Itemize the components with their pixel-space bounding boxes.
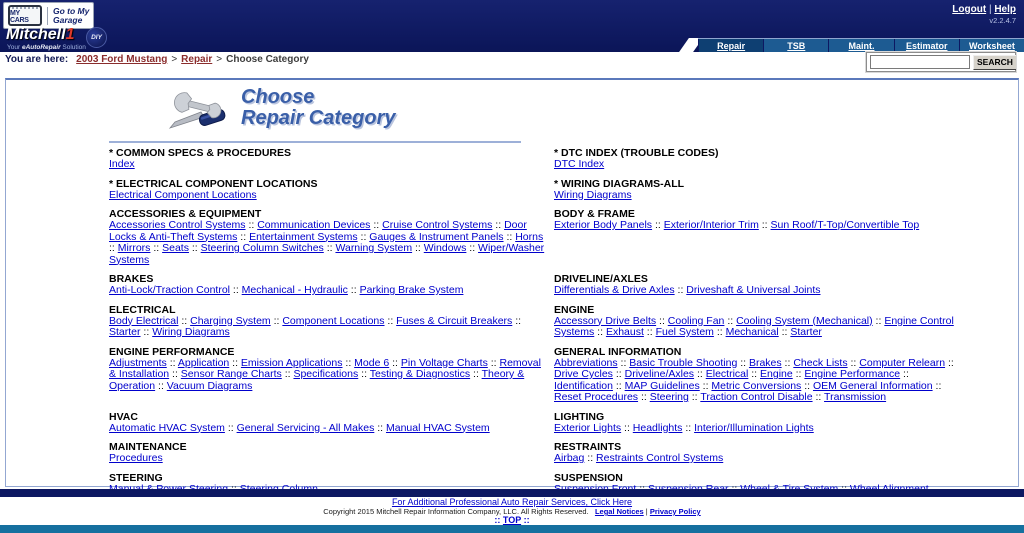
category-links [109,316,549,339]
link-separator: :: [674,284,687,296]
category-link[interactable]: Warning System [335,242,413,254]
link-separator: :: [699,379,712,392]
link-separator: :: [652,219,664,231]
category-link[interactable]: Driveshaft & Universal Joints [686,284,821,296]
go-to-my-garage-button[interactable] [3,2,94,29]
category-link[interactable]: Identification [554,379,613,392]
link-separator: :: [737,356,749,369]
link-separator: :: [412,242,424,254]
category-link[interactable]: Sun Roof/T-Top/Convertible Top [770,219,920,231]
header-bar [0,0,1024,52]
category-link[interactable]: Fuses & Circuit Breakers [396,314,513,327]
additional-services-link[interactable]: For Additional Professional Auto Repair Services, Click Here [391,497,633,507]
logo-tagline: Your eAutoRepair Solution [7,44,86,51]
category-row [6,147,1018,178]
wrench-screwdriver-icon [167,87,229,133]
category-link[interactable]: Communication Devices [257,219,371,231]
link-separator: :: [245,219,258,231]
category-cell-right [549,147,1018,178]
license-plate-icon [8,5,42,26]
category-cell-right [549,178,1018,209]
link-separator: :: [872,314,885,327]
category-links [554,285,970,297]
category-link[interactable]: Fuel System [655,326,714,338]
category-link[interactable]: Specifications [293,368,359,380]
link-separator: :: [492,219,505,231]
category-link[interactable]: MAP Guidelines [624,379,700,392]
category-link[interactable]: Basic Trouble Shooting [629,356,738,369]
category-cell-left [6,147,549,178]
category-cell-left [6,273,549,304]
category-link[interactable]: Starter [790,326,822,338]
category-cell-right [549,273,1018,304]
tab-tsb[interactable]: TSB [763,39,828,52]
link-separator: :: [847,356,860,369]
tab-repair[interactable]: Repair [698,39,763,52]
category-link[interactable]: Accessory Drive Belts [554,314,657,327]
copyright-text: Copyright 2015 Mitchell Repair Information Company, LLC. All Rights Reserved. [323,507,589,516]
category-section [109,411,549,435]
category-link[interactable]: Cruise Control Systems [382,219,493,231]
category-row [6,411,1018,442]
category-links [554,316,970,339]
category-links [109,159,549,171]
category-link[interactable]: Windows [423,242,467,254]
top-decor-left: :: [494,515,501,525]
link-separator: :: [781,356,794,369]
category-section [554,273,970,297]
category-link[interactable]: Transmission [824,391,887,403]
breadcrumb [0,52,860,66]
choose-category-banner [109,85,521,143]
category-cell-left [6,346,549,411]
link-separator: :: [688,391,701,403]
category-link[interactable]: Exhaust [605,326,644,338]
category-link[interactable]: Starter [109,326,141,338]
category-section [109,178,549,202]
category-link[interactable]: Exterior/Interior Trim [663,219,759,231]
category-section [554,147,970,171]
category-links [554,358,970,404]
category-cell-right [549,304,1018,346]
category-link[interactable]: Metric Conversions [711,379,802,392]
category-link[interactable]: Entertainment Systems [249,230,358,243]
tab-estimator[interactable]: Estimator [894,39,959,52]
link-separator: :: [389,356,401,369]
nav-tabstrip [698,38,1024,52]
category-section [109,273,549,297]
category-link[interactable]: Manual HVAC System [386,421,490,434]
category-heading: ELECTRICAL [109,303,176,316]
category-cell-right [549,441,1018,472]
category-link[interactable]: Procedures [109,452,163,464]
category-link[interactable]: General Servicing - All Makes [236,421,375,434]
category-heading: * WIRING DIAGRAMS-ALL [554,177,685,190]
category-link[interactable]: Removal & Installation [109,356,541,380]
category-section [554,346,970,404]
category-link[interactable]: OEM General Information [812,379,933,392]
link-separator: :: [656,314,668,327]
link-separator: :: [237,230,250,243]
category-section [109,304,549,339]
link-separator: :: [932,379,942,392]
category-links [554,190,970,202]
link-separator: :: [812,391,825,403]
link-separator: :: [758,219,771,231]
category-link[interactable]: Index [109,158,135,170]
category-link[interactable]: Headlights [632,421,683,434]
category-section [554,178,970,202]
category-link[interactable]: Engine [760,368,793,380]
category-link[interactable]: Wiper/Washer Systems [109,242,545,266]
link-separator: :: [357,230,370,243]
category-link[interactable]: Door Locks & Anti-Theft Systems [109,219,527,243]
category-link[interactable]: Mode 6 [354,356,390,369]
category-link[interactable]: Drive Cycles [554,368,613,380]
category-links [109,358,549,393]
version-label: v2.2.4.7 [989,16,1016,25]
page-title: Choose Repair Category [241,86,396,129]
category-links [109,285,549,297]
category-cell-right [549,208,1018,273]
category-cell-left [6,441,549,472]
link-separator: :: [342,356,355,369]
category-link[interactable]: Restraints Control Systems [596,452,724,464]
category-heading: GENERAL INFORMATION [554,345,682,358]
link-separator: :: [900,368,909,380]
category-heading: MAINTENANCE [109,441,187,453]
top-link[interactable]: TOP [502,515,522,525]
link-separator: :: [281,368,294,380]
category-row [6,208,1018,273]
category-section [554,208,970,232]
category-cell-right [549,346,1018,411]
link-separator: :: [374,421,386,434]
main-panel [5,78,1019,487]
footer-navy-bar [0,489,1024,497]
top-decor-right: :: [523,515,530,525]
link-separator: :: [584,452,597,464]
category-cell-left [6,208,549,273]
category-row [6,346,1018,411]
category-heading: DRIVELINE/AXLES [554,273,648,285]
link-separator: :: [229,356,241,369]
category-link[interactable]: Component Locations [282,314,385,327]
link-separator: :: [384,314,397,327]
category-heading: * ELECTRICAL COMPONENT LOCATIONS [109,177,318,190]
category-heading: STEERING [109,471,163,484]
category-section [554,411,970,435]
privacy-policy-link[interactable]: Privacy Policy [649,507,701,516]
breadcrumb-separator: > [171,54,178,65]
link-separator: :: [594,326,606,338]
category-section [109,441,549,465]
category-link[interactable]: Steering Column Switches [200,242,324,254]
category-heading: SUSPENSION [554,471,623,484]
category-link[interactable]: Exterior Body Panels [554,219,653,231]
link-separator: :: [230,284,242,296]
diy-badge-icon: DIY [86,27,107,48]
category-section [554,441,970,465]
link-separator: :: [512,314,522,327]
link-separator: :: [643,326,656,338]
category-link[interactable]: Interior/Illumination Lights [694,421,814,434]
link-separator: :: [347,284,360,296]
category-link[interactable]: Parking Brake System [359,284,464,296]
category-link[interactable]: Automatic HVAC System [109,421,225,434]
tab-worksheet[interactable]: Worksheet [959,39,1024,52]
category-link[interactable]: Differentials & Drive Axles [554,284,675,296]
breadcrumb-label: You are here: [5,54,69,65]
link-separator: :: [713,326,726,338]
link-separator: :: [694,368,706,380]
link-separator: :: [109,242,118,254]
link-separator: :: [169,368,181,380]
category-row [6,304,1018,346]
category-links [554,423,970,435]
link-separator: :: [140,326,153,338]
category-heading: ENGINE PERFORMANCE [109,345,235,358]
link-separator: :: [155,379,167,392]
tab-maint[interactable]: Maint. [828,39,893,52]
category-link[interactable]: Vacuum Diagrams [166,379,253,392]
category-link[interactable]: Sensor Range Charts [180,368,282,380]
category-links [109,190,549,202]
breadcrumb-link[interactable]: Repair [181,54,213,65]
category-row [6,441,1018,472]
category-link[interactable]: DTC Index [554,158,605,170]
link-separator: :: [724,314,737,327]
category-links [554,453,970,465]
category-heading: RESTRAINTS [554,441,622,453]
category-link[interactable]: Check Lists [793,356,848,369]
link-separator: :: [612,379,625,392]
category-heading: BRAKES [109,273,154,285]
link-separator: :: [150,242,163,254]
category-link[interactable]: Adjustments [109,356,167,369]
link-separator: :: [166,356,178,369]
category-heading: HVAC [109,410,138,423]
category-link[interactable]: Traction Control Disable [700,391,813,403]
category-links [109,453,549,465]
footer [0,497,1024,525]
category-links [109,220,549,266]
category-link[interactable]: Electrical Component Locations [109,188,257,201]
category-link[interactable]: Emission Applications [240,356,343,369]
link-separator: :: [748,368,761,380]
category-link[interactable]: Theory & Operation [109,368,525,392]
breadcrumb-link[interactable]: 2003 Ford Mustang [76,54,168,65]
category-link[interactable]: Abbreviations [554,356,618,369]
category-link[interactable]: Brakes [748,356,782,369]
category-link[interactable]: Seats [162,242,189,254]
category-links [554,220,970,232]
category-link[interactable]: Airbag [554,452,585,464]
breadcrumb-current: Choose Category [226,54,309,65]
category-links [554,159,970,171]
plate-label: MY CARS [10,10,29,24]
category-section [109,147,549,171]
link-separator: :: [270,314,283,327]
category-link[interactable]: Accessories Control Systems [109,219,246,231]
category-section [554,304,970,339]
link-separator: :: [470,368,482,380]
category-link[interactable]: Driveline/Axles [624,368,695,380]
category-link[interactable]: Electrical [705,368,749,380]
category-link[interactable]: Wiring Diagrams [554,188,632,201]
category-heading: ENGINE [554,303,595,316]
category-cell-left [6,304,549,346]
category-link[interactable]: Exterior Lights [554,421,622,434]
link-separator: :: [466,242,479,254]
footer-divider: | [645,507,648,516]
category-heading: BODY & FRAME [554,208,635,220]
link-separator: :: [801,379,813,392]
link-separator: :: [487,356,500,369]
link-separator: :: [638,391,650,403]
category-link[interactable]: Wiring Diagrams [152,326,230,338]
link-separator: :: [188,242,201,254]
category-table [6,147,1018,533]
mitchell1-logo: Mitchell1 [6,26,75,43]
category-link[interactable]: Engine Performance [804,368,901,380]
link-separator: :: [178,314,191,327]
category-link[interactable]: Engine Control Systems [554,314,954,338]
link-separator: :: [945,356,954,369]
link-separator: :: [612,368,625,380]
breadcrumb-separator: > [216,54,223,65]
category-cell-left [6,178,549,209]
search-input[interactable] [870,55,970,69]
category-cell-left [6,411,549,442]
category-link[interactable]: Testing & Diagnostics [369,368,471,380]
category-link[interactable]: Mechanical - Hydraulic [241,284,348,296]
category-link[interactable]: Cooling Fan [667,314,725,327]
link-separator: :: [778,326,791,338]
garage-button-label: Go to My Garage [47,7,89,25]
category-link[interactable]: Gauges & Instrument Panels [369,230,504,243]
link-separator: :: [617,356,630,369]
category-heading: * DTC INDEX (TROUBLE CODES) [554,147,719,159]
link-separator: :: [503,230,516,243]
category-link[interactable]: Body Electrical [109,314,179,327]
category-cell-right [549,411,1018,442]
category-heading: ACCESSORIES & EQUIPMENT [109,208,262,220]
legal-notices-link[interactable]: Legal Notices [594,507,644,516]
link-separator: :: [224,421,237,434]
category-link[interactable]: Mechanical [725,326,779,338]
link-separator: :: [682,421,695,434]
category-row [6,178,1018,209]
category-row [6,273,1018,304]
link-separator: :: [323,242,336,254]
category-links [109,423,549,435]
category-section [109,208,549,266]
link-separator: :: [621,421,633,434]
help-link[interactable]: Help [994,4,1016,15]
account-links [952,4,1016,26]
search-box [866,52,1016,72]
category-link[interactable]: Application [177,356,230,369]
category-link[interactable]: Horns [515,230,544,243]
category-heading: * COMMON SPECS & PROCEDURES [109,147,292,159]
footer-bottom-bar [0,525,1024,533]
category-heading: LIGHTING [554,410,605,423]
category-link[interactable]: Cooling System (Mechanical) [736,314,873,327]
category-section [109,346,549,393]
link-separator: :: [792,368,805,380]
category-link[interactable]: Reset Procedures [554,391,639,403]
link-separator: :: [358,368,370,380]
category-link[interactable]: Steering [649,391,689,403]
logout-link[interactable]: Logout [952,4,987,15]
category-link[interactable]: Computer Relearn [859,356,946,369]
account-divider: | [988,4,992,15]
category-link[interactable]: Mirrors [117,242,151,254]
plate-decor [12,7,38,9]
link-separator: :: [370,219,383,231]
search-button[interactable]: SEARCH [973,55,1017,70]
category-link[interactable]: Anti-Lock/Traction Control [109,284,230,296]
category-link[interactable]: Pin Voltage Charts [400,356,488,369]
category-link[interactable]: Charging System [190,314,271,327]
